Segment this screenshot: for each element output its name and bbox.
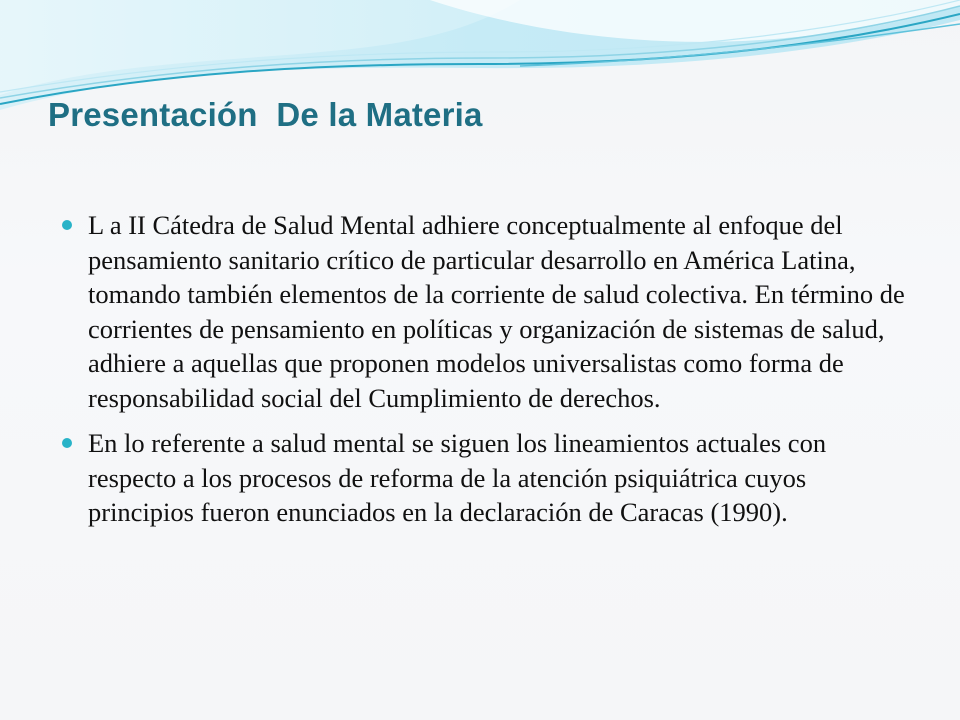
list-item (62, 208, 912, 415)
bullet-dot-icon (62, 438, 72, 448)
list-item (62, 426, 912, 530)
bullet-text: En lo referente a salud mental se siguen los lineamientos actuales con respecto a los procesos de reforma de la atención psiquiátrica cuyos principios fueron enunciados en la declaración de Caracas (1990). (88, 428, 827, 527)
slide-title: Presentación De la Materia (48, 96, 483, 133)
bullet-list (62, 208, 912, 541)
bullet-dot-icon (62, 220, 72, 230)
bullet-text: L a II Cátedra de Salud Mental adhiere conceptualmente al enfoque del pensamiento sanitario crítico de particular desarrollo en América Latina, tomando también elementos de la corriente de salud colectiva. En término de corrientes de pensamiento en políticas y organización de sistemas de salud, adhiere a aquellas que proponen modelos universalistas como forma de responsabilidad social del Cumplimiento de derechos. (88, 210, 905, 413)
